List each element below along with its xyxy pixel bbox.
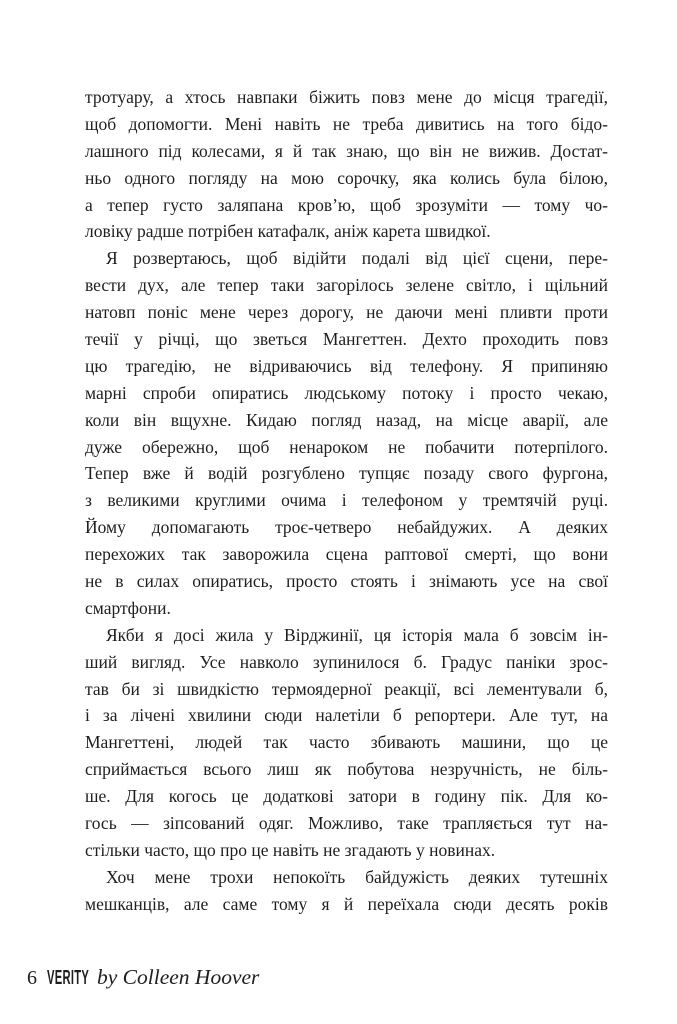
text-line: Я розвертаюсь, щоб відійти подалі від цієї сцени, пере- [106, 248, 608, 269]
book-title-box [47, 967, 93, 990]
book-title: VERITY [47, 967, 90, 989]
page-number: 6 [27, 967, 37, 989]
text-line: Якби я досі жила у Вірджинії, ця історія мала б зовсім ін- [106, 624, 608, 645]
text-line: тав би зі швидкістю термоядерної реакції, всі лементували б, [85, 678, 608, 699]
text-line: гось — зіпсований одяг. Можливо, таке трапляється тут на- [85, 813, 608, 834]
text-line: щоб допомогти. Мені навіть не треба дивитись на того бідо- [85, 113, 608, 134]
text-line: тротуару, а хтось навпаки біжить повз мене до місця трагедії, [85, 87, 608, 107]
text-line: марні спроби опиратись людському потоку і просто чекаю, [85, 382, 608, 403]
text-line: не в силах опиратись, просто стоять і знімають усе на свої [85, 571, 608, 592]
text-line: Хоч мене трохи непокоїть байдужість деяких тутешніх [106, 866, 608, 887]
text-line: ньо одного погляду на мою сорочку, яка колись була білою, [85, 167, 608, 188]
text-line: і за лічені хвилини сюди налетіли б репортери. Але тут, на [85, 705, 608, 726]
text-line: з великими круглими очима і телефоном у тремтячій руці. [85, 490, 608, 511]
text-line: мешканців, але саме тому я й переїхала сюди десять років [85, 893, 608, 914]
text-line: ше. Для когось це додаткові затори в годину пік. Для ко- [85, 786, 608, 807]
text-line: Мангеттені, людей так часто збивають машини, що це [85, 732, 608, 753]
body-text [85, 84, 608, 918]
text-line: стільки часто, що про це навіть не згадають у новинах. [85, 839, 496, 860]
text-line: коли він вщухне. Кидаю погляд назад, на місце аварії, але [85, 409, 608, 430]
text-line: Йому допомагають троє-четверо небайдужих. А деяких [85, 517, 608, 538]
byline: by Colleen Hoover [97, 965, 260, 989]
text-line: цю трагедію, не відриваючись від телефону. Я припиняю [85, 355, 608, 376]
text-line: ловіку радше потрібен катафалк, аніж карета швидкої. [85, 221, 491, 242]
text-line: смартфони. [85, 597, 171, 618]
text-line: течії у річці, що зветься Мангеттен. Дехто проходить повз [85, 329, 608, 350]
text-line: ший вигляд. Усе навколо зупинилося б. Градус паніки зрос- [85, 651, 608, 672]
text-line: вести дух, але тепер таки загорілось зелене світло, і щільний [85, 275, 608, 296]
text-line: Тепер вже й водій розгублено тупцяє позаду свого фургона, [85, 463, 608, 484]
text-line: лашного під колесами, я й так знаю, що він не вижив. Достат- [85, 140, 608, 161]
text-line: сприймається всього лиш як побутова незручність, не біль- [85, 759, 608, 780]
text-line: дуже обережно, щоб ненароком не побачити потерпілого. [85, 436, 608, 457]
page-footer [27, 965, 259, 990]
text-line: а тепер густо заляпана кров’ю, щоб зрозуміти — тому чо- [85, 194, 608, 215]
text-line: натовп поніс мене через дорогу, не даючи мені пливти проти [85, 302, 608, 323]
text-line: перехожих так заворожила сцена раптової смерті, що вони [85, 544, 608, 565]
